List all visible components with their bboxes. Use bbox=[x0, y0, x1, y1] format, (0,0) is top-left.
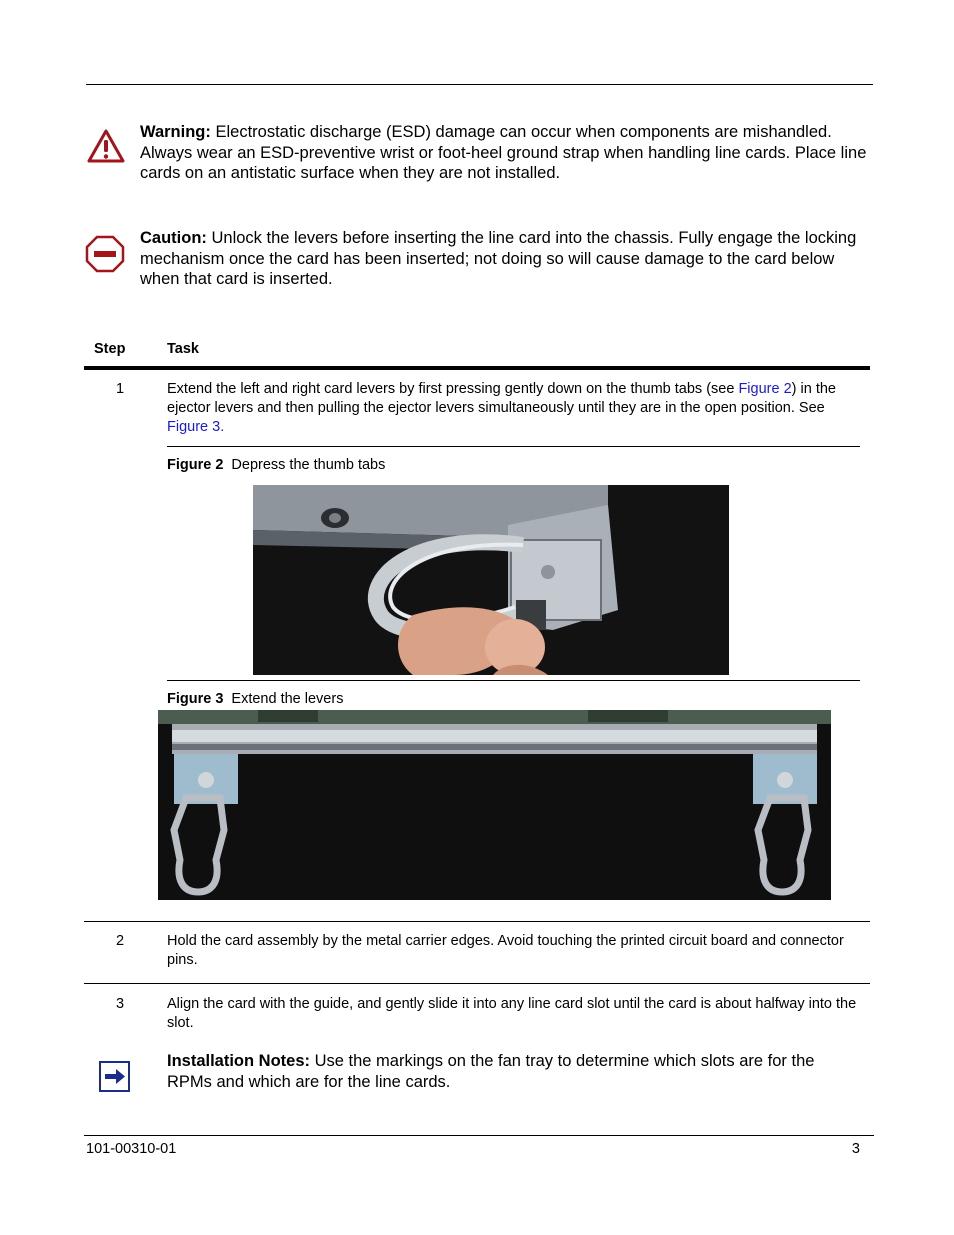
installation-note bbox=[167, 1051, 860, 1092]
caution-text: Unlock the levers before inserting the line card into the chassis. Fully engage the locking mechanism once the card has been inserted; not doing so will cause damage to the card below when that card is inserted. bbox=[140, 229, 857, 288]
caution-stop-icon bbox=[85, 235, 125, 273]
figure-3-photo bbox=[158, 710, 831, 900]
figure-3-label: Figure 3 bbox=[167, 691, 224, 707]
installation-note-text: Use the markings on the fan tray to determine which slots are for the RPMs and which are for the line cards. bbox=[167, 1052, 815, 1091]
figure-2-top-rule bbox=[167, 446, 860, 447]
step-2-text: Hold the card assembly by the metal carrier edges. Avoid touching the printed circuit board and connector pins. bbox=[167, 933, 844, 968]
caution-notice bbox=[140, 228, 870, 290]
step-3-top-rule bbox=[84, 983, 870, 984]
warning-label: Warning: bbox=[140, 123, 211, 141]
note-arrow-icon bbox=[99, 1061, 131, 1093]
footer-doc-number: 101-00310-01 bbox=[86, 1141, 177, 1157]
figure-2-caption: Depress the thumb tabs bbox=[231, 457, 386, 473]
step-1-text bbox=[167, 380, 860, 437]
installation-note-label: Installation Notes: bbox=[167, 1052, 311, 1070]
step-3-number: 3 bbox=[116, 996, 125, 1012]
footer-page-number: 3 bbox=[851, 1141, 860, 1157]
footer-rule bbox=[84, 1135, 874, 1136]
figure-2-label: Figure 2 bbox=[167, 457, 224, 473]
task-column-header: Task bbox=[167, 341, 199, 357]
figure-2-title bbox=[167, 457, 385, 473]
warning-text: Electrostatic discharge (ESD) damage can occur when components are mishandled. Always wear an ESD-preventive wrist or foot-heel ground strap when handling line cards. Place line cards on an antistatic surface when they are not installed. bbox=[140, 123, 867, 182]
step-1-number: 1 bbox=[116, 381, 125, 397]
caution-label: Caution: bbox=[140, 229, 207, 247]
figure-3-title bbox=[167, 691, 343, 707]
step-column-header: Step bbox=[94, 341, 126, 357]
step-1-text-a: Extend the left and right card levers by first pressing gently down on the thumb tabs (see bbox=[167, 381, 739, 397]
warning-notice bbox=[140, 122, 870, 184]
figure-3-top-rule bbox=[167, 680, 860, 681]
header-rule bbox=[86, 84, 873, 85]
warning-triangle-icon bbox=[86, 128, 126, 164]
step-2-number: 2 bbox=[116, 933, 125, 949]
figure-2-photo bbox=[253, 485, 729, 675]
figure-2-link[interactable]: Figure 2 bbox=[738, 381, 792, 397]
step-2-top-rule bbox=[84, 921, 870, 922]
table-header-rule bbox=[84, 366, 870, 370]
step-1-text-b: ) in the ejector levers and then pulling the ejector levers simultaneously until they are in the open position. See bbox=[167, 381, 836, 416]
step-3-text: Align the card with the guide, and gently slide it into any line card slot until the card is about halfway into the slot. bbox=[167, 996, 857, 1031]
figure-3-caption: Extend the levers bbox=[231, 691, 344, 707]
step-1-text-c: . bbox=[220, 419, 225, 435]
figure-3-link[interactable]: Figure 3 bbox=[167, 419, 221, 435]
